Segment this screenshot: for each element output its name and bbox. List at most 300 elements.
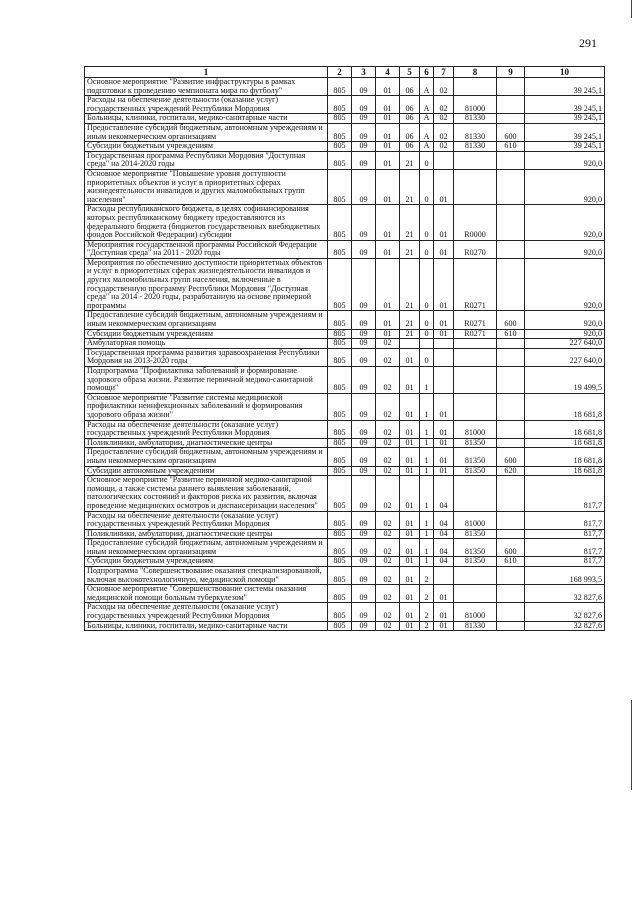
subsection-code: 01 xyxy=(376,240,400,258)
subprogram-code: 1 xyxy=(420,539,434,557)
expense-type-code: 620 xyxy=(497,466,525,476)
expense-direction-code: 81350 xyxy=(454,448,497,466)
subprogram-code: 0 xyxy=(420,205,434,240)
program-code xyxy=(400,339,420,349)
section-code: 09 xyxy=(352,96,376,114)
expense-type-code: 600 xyxy=(497,539,525,557)
expense-direction-code: 81350 xyxy=(454,466,497,476)
expense-direction-code: 81350 xyxy=(454,529,497,539)
row-amount: 817,7 xyxy=(525,557,605,567)
program-code: 06 xyxy=(400,123,420,141)
subprogram-code: 2 xyxy=(420,567,434,585)
expense-type-code xyxy=(497,438,525,448)
subsection-code: 02 xyxy=(376,393,400,420)
subsection-code: 01 xyxy=(376,78,400,96)
program-code: 01 xyxy=(400,466,420,476)
subsection-code: 02 xyxy=(376,448,400,466)
row-description: Больницы, клиники, госпитали, медико-санитарные части xyxy=(85,114,328,124)
subprogram-code: 0 xyxy=(420,258,434,311)
column-header: 1 xyxy=(85,67,328,78)
event-code: 04 xyxy=(434,539,454,557)
subprogram-code: 1 xyxy=(420,420,434,438)
subprogram-code: 2 xyxy=(420,621,434,631)
row-amount: 18 681,8 xyxy=(525,448,605,466)
subprogram-code: А xyxy=(420,123,434,141)
section-code: 09 xyxy=(352,621,376,631)
section-code: 09 xyxy=(352,311,376,329)
expense-type-code xyxy=(497,393,525,420)
program-code: 21 xyxy=(400,311,420,329)
expense-direction-code xyxy=(454,339,497,349)
subsection-code: 02 xyxy=(376,438,400,448)
expense-type-code: 610 xyxy=(497,329,525,339)
program-code: 01 xyxy=(400,393,420,420)
subsection-code: 01 xyxy=(376,114,400,124)
event-code: 04 xyxy=(434,529,454,539)
program-code: 01 xyxy=(400,348,420,366)
expense-direction-code: 81330 xyxy=(454,123,497,141)
section-code: 09 xyxy=(352,205,376,240)
table-row xyxy=(85,511,605,529)
section-code: 09 xyxy=(352,240,376,258)
subsection-code: 02 xyxy=(376,511,400,529)
row-description: Основное мероприятие "Развитие инфраструктуры в рамках подготовки к проведению чемпионата мира по футболу" xyxy=(85,78,328,96)
subsection-code: 02 xyxy=(376,476,400,511)
program-code: 06 xyxy=(400,96,420,114)
ministry-code: 805 xyxy=(328,539,352,557)
expense-direction-code xyxy=(454,393,497,420)
row-description: Расходы на обеспечение деятельности (оказание услуг) государственных учреждений Республики Мордовия xyxy=(85,420,328,438)
row-amount: 920,0 xyxy=(525,311,605,329)
event-code: 01 xyxy=(434,311,454,329)
expense-direction-code: 81000 xyxy=(454,511,497,529)
subsection-code: 02 xyxy=(376,567,400,585)
row-description: Предоставление субсидий бюджетным, автономным учреждениям и иным некоммерческим организациям xyxy=(85,539,328,557)
event-code xyxy=(434,151,454,169)
table-row xyxy=(85,258,605,311)
subsection-code: 02 xyxy=(376,603,400,621)
table-row xyxy=(85,96,605,114)
column-header: 5 xyxy=(400,67,420,78)
row-description: Предоставление субсидий бюджетным, автономным учреждениям и иным некоммерческим организациям xyxy=(85,311,328,329)
event-code xyxy=(434,567,454,585)
expense-type-code xyxy=(497,258,525,311)
row-description: Субсидии автономным учреждениям xyxy=(85,466,328,476)
ministry-code: 805 xyxy=(328,529,352,539)
table-row xyxy=(85,585,605,603)
ministry-code: 805 xyxy=(328,466,352,476)
row-amount: 39 245,1 xyxy=(525,96,605,114)
subprogram-code: 2 xyxy=(420,603,434,621)
subsection-code: 02 xyxy=(376,557,400,567)
expense-type-code xyxy=(497,529,525,539)
expense-direction-code: 81330 xyxy=(454,114,497,124)
column-header: 9 xyxy=(497,67,525,78)
subprogram-code: 1 xyxy=(420,367,434,394)
expense-direction-code xyxy=(454,476,497,511)
table-row xyxy=(85,393,605,420)
row-amount: 32 827,6 xyxy=(525,603,605,621)
subsection-code: 01 xyxy=(376,123,400,141)
program-code: 21 xyxy=(400,329,420,339)
row-description: Основное мероприятие "Повышение уровня доступности приоритетных объектов и услуг в приоритетных сферах жизнедеятельности инвалидов и других маломобильных групп населения" xyxy=(85,169,328,204)
expense-type-code xyxy=(497,511,525,529)
subprogram-code: 1 xyxy=(420,557,434,567)
ministry-code: 805 xyxy=(328,311,352,329)
row-description: Мероприятия государственной программы Российской Федерации "Доступная среда" на 2011 - 2020 годы xyxy=(85,240,328,258)
program-code: 06 xyxy=(400,114,420,124)
table-row xyxy=(85,539,605,557)
row-amount: 817,7 xyxy=(525,511,605,529)
event-code: 01 xyxy=(434,603,454,621)
expense-direction-code: 81350 xyxy=(454,557,497,567)
ministry-code: 805 xyxy=(328,78,352,96)
subsection-code: 02 xyxy=(376,529,400,539)
row-description: Государственная программа развития здравоохранения Республики Мордовия на 2013-2020 годы xyxy=(85,348,328,366)
column-header: 4 xyxy=(376,67,400,78)
ministry-code: 805 xyxy=(328,438,352,448)
subsection-code: 01 xyxy=(376,329,400,339)
row-description: Подпрограмма "Профилактика заболеваний и формирование здорового образа жизни. Развитие первичной медико-санитарной помощи" xyxy=(85,367,328,394)
expense-direction-code: 81350 xyxy=(454,438,497,448)
expense-type-code xyxy=(497,420,525,438)
subprogram-code xyxy=(420,339,434,349)
ministry-code: 805 xyxy=(328,511,352,529)
ministry-code: 805 xyxy=(328,621,352,631)
expense-direction-code: 81000 xyxy=(454,96,497,114)
event-code: 04 xyxy=(434,557,454,567)
row-description: Расходы на обеспечение деятельности (оказание услуг) государственных учреждений Республики Мордовия xyxy=(85,511,328,529)
event-code: 01 xyxy=(434,393,454,420)
table-row xyxy=(85,169,605,204)
event-code: 01 xyxy=(434,621,454,631)
expense-direction-code: 81330 xyxy=(454,142,497,152)
row-amount: 920,0 xyxy=(525,151,605,169)
row-description: Субсидии бюджетным учреждениям xyxy=(85,142,328,152)
event-code: 01 xyxy=(434,438,454,448)
section-code: 09 xyxy=(352,114,376,124)
event-code: 01 xyxy=(434,420,454,438)
row-description: Предоставление субсидий бюджетным, автономным учреждениям и иным некоммерческим организациям xyxy=(85,123,328,141)
event-code: 01 xyxy=(434,169,454,204)
table-row xyxy=(85,603,605,621)
ministry-code: 805 xyxy=(328,393,352,420)
ministry-code: 805 xyxy=(328,142,352,152)
column-header: 6 xyxy=(420,67,434,78)
section-code: 09 xyxy=(352,258,376,311)
table-body xyxy=(85,78,605,631)
row-amount: 39 245,1 xyxy=(525,78,605,96)
expense-direction-code xyxy=(454,78,497,96)
scan-edge-mark xyxy=(631,700,632,790)
subsection-code: 02 xyxy=(376,621,400,631)
program-code: 21 xyxy=(400,169,420,204)
subprogram-code: 0 xyxy=(420,329,434,339)
expense-type-code xyxy=(497,205,525,240)
section-code: 09 xyxy=(352,339,376,349)
row-description: Мероприятия по обеспечению доступности приоритетных объектов и услуг в приоритетных сферах жизнедеятельности инвалидов и других маломобильных групп населения, включенные в государственную программу Республики Мордовия "Доступная среда" на 2014 - 2020 годы, разработанную на основе примерной программы xyxy=(85,258,328,311)
event-code: 01 xyxy=(434,240,454,258)
expense-type-code: 610 xyxy=(497,142,525,152)
section-code: 09 xyxy=(352,348,376,366)
table-row xyxy=(85,311,605,329)
row-description: Основное мероприятие "Совершенствование системы оказания медицинской помощи больным туберкулезом" xyxy=(85,585,328,603)
row-amount: 18 681,8 xyxy=(525,393,605,420)
subsection-code: 01 xyxy=(376,258,400,311)
row-description: Субсидии бюджетным учреждениям xyxy=(85,329,328,339)
row-amount: 19 499,5 xyxy=(525,367,605,394)
section-code: 09 xyxy=(352,420,376,438)
row-amount: 920,0 xyxy=(525,169,605,204)
expense-type-code: 600 xyxy=(497,123,525,141)
program-code: 01 xyxy=(400,621,420,631)
event-code: 04 xyxy=(434,476,454,511)
subprogram-code: А xyxy=(420,142,434,152)
ministry-code: 805 xyxy=(328,123,352,141)
section-code: 09 xyxy=(352,329,376,339)
event-code: 01 xyxy=(434,585,454,603)
row-amount: 920,0 xyxy=(525,258,605,311)
ministry-code: 805 xyxy=(328,367,352,394)
event-code xyxy=(434,339,454,349)
expense-direction-code: R0271 xyxy=(454,258,497,311)
subsection-code: 01 xyxy=(376,311,400,329)
subsection-code: 01 xyxy=(376,142,400,152)
subprogram-code: 0 xyxy=(420,348,434,366)
subsection-code: 02 xyxy=(376,539,400,557)
expense-type-code xyxy=(497,240,525,258)
row-amount: 920,0 xyxy=(525,240,605,258)
table-row xyxy=(85,240,605,258)
expense-direction-code: R0000 xyxy=(454,205,497,240)
program-code: 01 xyxy=(400,448,420,466)
ministry-code: 805 xyxy=(328,603,352,621)
row-amount: 39 245,1 xyxy=(525,142,605,152)
event-code: 02 xyxy=(434,78,454,96)
budget-table xyxy=(84,66,605,631)
budget-table-container xyxy=(84,66,604,631)
row-description: Подпрограмма "Совершенствование оказания специализированной, включая высокотехнологичную, медицинской помощи" xyxy=(85,567,328,585)
table-row xyxy=(85,367,605,394)
section-code: 09 xyxy=(352,448,376,466)
ministry-code: 805 xyxy=(328,240,352,258)
subprogram-code: 1 xyxy=(420,438,434,448)
subsection-code: 02 xyxy=(376,348,400,366)
subsection-code: 02 xyxy=(376,367,400,394)
expense-type-code xyxy=(497,585,525,603)
row-amount: 18 681,8 xyxy=(525,466,605,476)
program-code: 01 xyxy=(400,529,420,539)
ministry-code: 805 xyxy=(328,420,352,438)
expense-type-code xyxy=(497,348,525,366)
program-code: 01 xyxy=(400,557,420,567)
expense-direction-code xyxy=(454,585,497,603)
program-code: 01 xyxy=(400,438,420,448)
subsection-code: 02 xyxy=(376,466,400,476)
table-row xyxy=(85,78,605,96)
event-code: 01 xyxy=(434,205,454,240)
row-amount: 39 245,1 xyxy=(525,114,605,124)
program-code: 01 xyxy=(400,585,420,603)
row-amount: 817,7 xyxy=(525,529,605,539)
scan-edge-mark xyxy=(631,0,632,18)
row-amount: 817,7 xyxy=(525,539,605,557)
table-row xyxy=(85,339,605,349)
subprogram-code: 1 xyxy=(420,529,434,539)
expense-type-code xyxy=(497,567,525,585)
program-code: 01 xyxy=(400,367,420,394)
table-row xyxy=(85,205,605,240)
expense-direction-code: 81000 xyxy=(454,603,497,621)
program-code: 01 xyxy=(400,603,420,621)
subprogram-code: 0 xyxy=(420,169,434,204)
program-code: 06 xyxy=(400,142,420,152)
expense-direction-code: R0270 xyxy=(454,240,497,258)
section-code: 09 xyxy=(352,603,376,621)
expense-type-code xyxy=(497,114,525,124)
expense-type-code xyxy=(497,603,525,621)
row-amount: 920,0 xyxy=(525,205,605,240)
section-code: 09 xyxy=(352,511,376,529)
event-code: 02 xyxy=(434,96,454,114)
ministry-code: 805 xyxy=(328,96,352,114)
ministry-code: 805 xyxy=(328,339,352,349)
ministry-code: 805 xyxy=(328,348,352,366)
expense-direction-code xyxy=(454,567,497,585)
expense-type-code xyxy=(497,169,525,204)
row-description: Основное мероприятие "Развитие системы медицинской профилактики неинфекционных заболеваний и формирования здорового образа жизни" xyxy=(85,393,328,420)
section-code: 09 xyxy=(352,151,376,169)
event-code: 02 xyxy=(434,142,454,152)
program-code: 01 xyxy=(400,539,420,557)
row-amount: 32 827,6 xyxy=(525,585,605,603)
program-code: 21 xyxy=(400,151,420,169)
expense-direction-code: R0271 xyxy=(454,329,497,339)
subsection-code: 02 xyxy=(376,585,400,603)
program-code: 01 xyxy=(400,567,420,585)
expense-direction-code xyxy=(454,367,497,394)
section-code: 09 xyxy=(352,567,376,585)
subsection-code: 01 xyxy=(376,151,400,169)
section-code: 09 xyxy=(352,466,376,476)
section-code: 09 xyxy=(352,585,376,603)
row-description: Расходы республиканского бюджета, в целях софинансирования которых республиканскому бюджету предоставляются из федерального бюджета (бюджетов государственных внебюджетных фондов Российской Федерации) субсидии xyxy=(85,205,328,240)
row-amount: 227 640,0 xyxy=(525,339,605,349)
section-code: 09 xyxy=(352,438,376,448)
expense-type-code xyxy=(497,621,525,631)
subsection-code: 02 xyxy=(376,420,400,438)
event-code: 01 xyxy=(434,258,454,311)
subprogram-code: 1 xyxy=(420,466,434,476)
expense-type-code xyxy=(497,476,525,511)
row-amount: 227 640,0 xyxy=(525,348,605,366)
row-description: Больницы, клиники, госпитали, медико-санитарные части xyxy=(85,621,328,631)
ministry-code: 805 xyxy=(328,329,352,339)
subprogram-code: 0 xyxy=(420,311,434,329)
page-number: 291 xyxy=(579,36,597,50)
table-row xyxy=(85,420,605,438)
row-amount: 39 245,1 xyxy=(525,123,605,141)
section-code: 09 xyxy=(352,529,376,539)
subprogram-code: 0 xyxy=(420,240,434,258)
section-code: 09 xyxy=(352,367,376,394)
expense-type-code: 600 xyxy=(497,311,525,329)
ministry-code: 805 xyxy=(328,557,352,567)
table-row xyxy=(85,448,605,466)
expense-type-code xyxy=(497,367,525,394)
expense-type-code xyxy=(497,151,525,169)
table-row xyxy=(85,476,605,511)
ministry-code: 805 xyxy=(328,151,352,169)
row-description: Амбулаторная помощь xyxy=(85,339,328,349)
program-code: 21 xyxy=(400,258,420,311)
expense-type-code: 600 xyxy=(497,448,525,466)
program-code: 01 xyxy=(400,511,420,529)
expense-type-code xyxy=(497,96,525,114)
row-description: Расходы на обеспечение деятельности (оказание услуг) государственных учреждений Республики Мордовия xyxy=(85,96,328,114)
section-code: 09 xyxy=(352,539,376,557)
event-code: 02 xyxy=(434,114,454,124)
event-code: 02 xyxy=(434,123,454,141)
section-code: 09 xyxy=(352,142,376,152)
column-header: 10 xyxy=(525,67,605,78)
expense-direction-code xyxy=(454,169,497,204)
subsection-code: 01 xyxy=(376,96,400,114)
ministry-code: 805 xyxy=(328,169,352,204)
subprogram-code: А xyxy=(420,78,434,96)
subsection-code: 01 xyxy=(376,169,400,204)
ministry-code: 805 xyxy=(328,567,352,585)
row-amount: 168 993,5 xyxy=(525,567,605,585)
table-row xyxy=(85,151,605,169)
ministry-code: 805 xyxy=(328,476,352,511)
expense-direction-code: 81000 xyxy=(454,420,497,438)
section-code: 09 xyxy=(352,169,376,204)
row-description: Субсидии бюджетным учреждениям xyxy=(85,557,328,567)
column-header: 3 xyxy=(352,67,376,78)
event-code: 01 xyxy=(434,466,454,476)
row-amount: 18 681,8 xyxy=(525,438,605,448)
subprogram-code: 1 xyxy=(420,476,434,511)
row-description: Предоставление субсидий бюджетным, автономным учреждениям и иным некоммерческим организациям xyxy=(85,448,328,466)
program-code: 01 xyxy=(400,420,420,438)
section-code: 09 xyxy=(352,476,376,511)
expense-type-code: 610 xyxy=(497,557,525,567)
subprogram-code: А xyxy=(420,96,434,114)
program-code: 01 xyxy=(400,476,420,511)
subprogram-code: 0 xyxy=(420,151,434,169)
column-header: 7 xyxy=(434,67,454,78)
table-header-row xyxy=(85,67,605,78)
expense-direction-code xyxy=(454,348,497,366)
expense-direction-code: 81350 xyxy=(454,539,497,557)
row-amount: 32 827,6 xyxy=(525,621,605,631)
row-amount: 18 681,8 xyxy=(525,420,605,438)
program-code: 21 xyxy=(400,240,420,258)
column-header: 8 xyxy=(454,67,497,78)
section-code: 09 xyxy=(352,557,376,567)
program-code: 21 xyxy=(400,205,420,240)
ministry-code: 805 xyxy=(328,205,352,240)
subsection-code: 01 xyxy=(376,205,400,240)
expense-direction-code: R0271 xyxy=(454,311,497,329)
subsection-code: 02 xyxy=(376,339,400,349)
subprogram-code: 1 xyxy=(420,448,434,466)
expense-direction-code: 81330 xyxy=(454,621,497,631)
expense-direction-code xyxy=(454,151,497,169)
table-row xyxy=(85,123,605,141)
section-code: 09 xyxy=(352,393,376,420)
